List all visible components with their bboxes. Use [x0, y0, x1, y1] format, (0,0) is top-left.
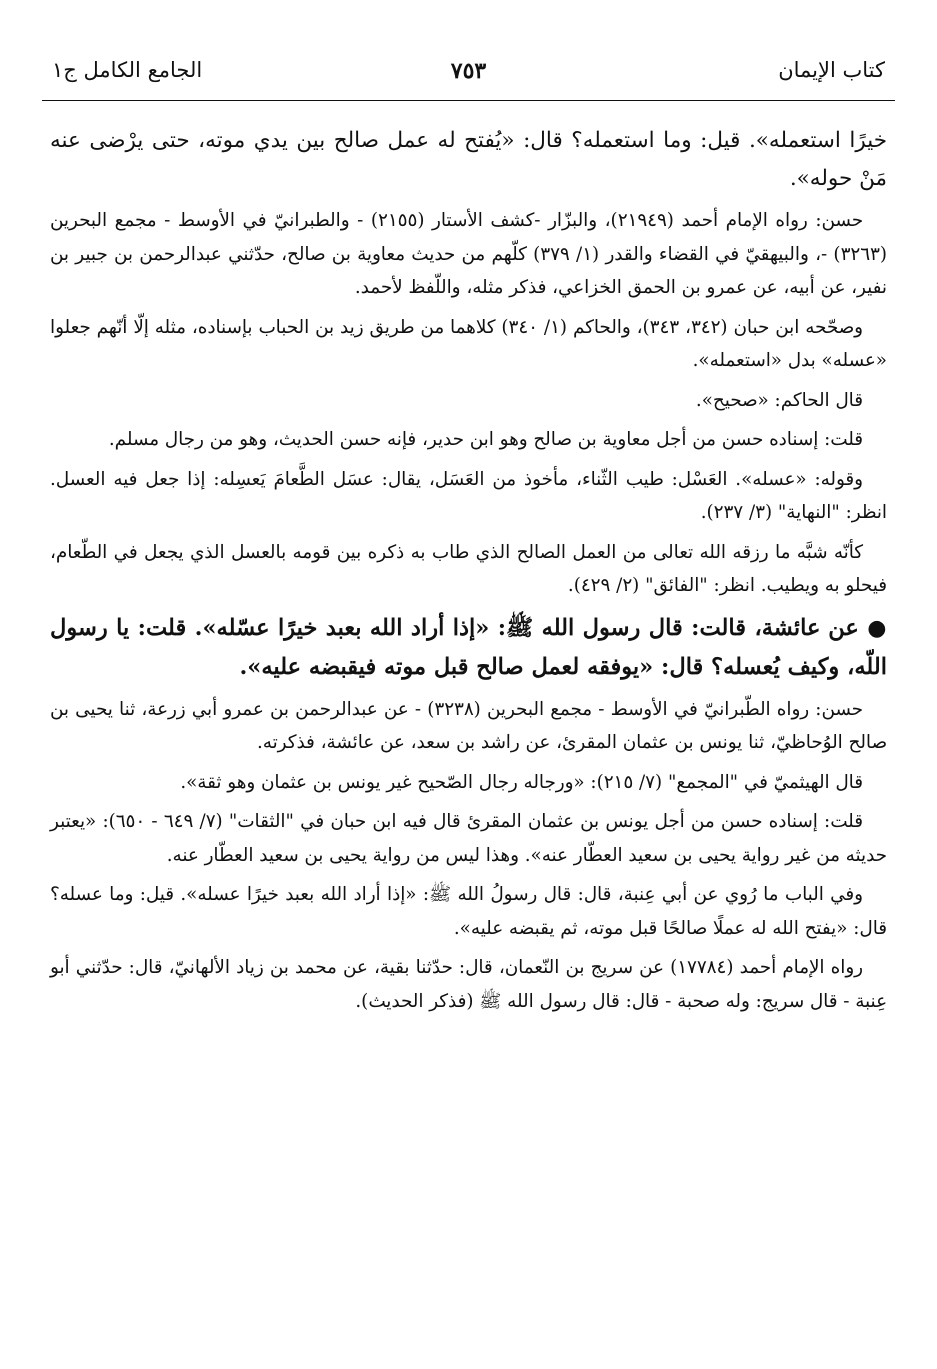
haythami-verdict: قال الهيثميّ في "المجمع" (٧/ ٢١٥): «ورجاله رجال الصّحيح غير يونس بن عثمان وهو ثقة». [180, 771, 863, 793]
word-explanation: كأنّه شبَّه ما رزقه الله تعالى من العمل الصالح الذي طاب به ذكره بين قومه بالعسل الذي يجعل في الطّعام، فيحلو به ويطيب. انظر: "الفائق" (٢/ ٤٢٩). [50, 541, 887, 596]
bullet-icon: ● [867, 614, 887, 641]
takhrij-paragraph: حسن: رواه الإمام أحمد (٢١٩٤٩)، والبزّار -كشف الأستار (٢١٥٥) - والطبرانيّ في الأوسط - مجمع البحرين (٣٢٦٣) -، والبيهقيّ في القضاء والقدر (١/ ٣٧٩) كلّهم من حديث معاوية بن صالح، حدّثني عبدالرحمن بن جبير بن نفير، عن أبيه، عن عمرو بن الحمق الخزاعي، فذكر مثله، واللّفظ لأحمد. [50, 210, 887, 298]
hadith-aisha [50, 609, 887, 687]
hadith-aisha-text: عن عائشة، قالت: قال رسول الله ﷺ: «إذا أراد الله بعبد خيرًا عسّله». قلت: يا رسول اللّه، وكيف يُعسله؟ قال: «يوفقه لعمل صالح قبل موته فيقبضه عليه». [50, 614, 887, 680]
running-header [40, 58, 897, 98]
page-body [50, 122, 887, 1024]
author-comment: قلت: إسناده حسن من أجل يونس بن عثمان المقرئ قال فيه ابن حبان في "الثقات" (٧/ ٦٤٩ - ٦٥٠): «يعتبر حديثه من غير رواية يحيى بن سعيد العطّار عنه». وهذا ليس من رواية يحيى بن سعيد العطّار عنه. [50, 811, 887, 866]
takhrij-paragraph: وصحّحه ابن حبان (٣٤٢، ٣٤٣)، والحاكم (١/ ٣٤٠) كلاهما من طريق زيد بن الحباب بإسناده، مثله إلّا أنّهم جعلوا «عسله» بدل «استعمله». [50, 316, 887, 371]
book-title: كتاب الإيمان [778, 58, 885, 82]
hadith-text-continued: خيرًا استعمله». قيل: وما استعمله؟ قال: «يُفتح له عمل صالح بين يدي موته، حتى يرْضى عنه مَنْ حوله». [50, 128, 887, 191]
takhrij-paragraph: حسن: رواه الطّبرانيّ في الأوسط - مجمع البحرين (٣٢٣٨) - عن عبدالرحمن بن عمرو أبي زرعة، ثنا يحيى بن صالح الوُحاظيّ، ثنا يونس بن عثمان المقرئ، عن راشد بن سعد، عن عائشة، فذكرته. [50, 698, 887, 753]
page-number: ٧٥٣ [450, 58, 487, 84]
takhrij-paragraph: رواه الإمام أحمد (١٧٧٨٤) عن سريج بن النّعمان، قال: حدّثنا بقية، عن محمد بن زياد الألهانيّ، قال: حدّثني أبو عِنبة - قال سريج: وله صحبة - قال: قال رسول الله ﷺ (فذكر الحديث). [50, 957, 887, 1012]
work-title: الجامع الكامل ج١ [52, 58, 203, 82]
hakim-verdict: قال الحاكم: «صحيح». [695, 389, 863, 411]
author-comment: قلت: إسناده حسن من أجل معاوية بن صالح وهو ابن حدير، فإنه حسن الحديث، وهو من رجال مسلم. [108, 429, 863, 450]
word-explanation: وقوله: «عسله». العَسْل: طيب الثّناء، مأخوذ من العَسَل، يقال: عسَل الطَّعامَ يَعسِله: إذا جعل فيه العسل. انظر: "النهاية" (٣/ ٢٣٧). [50, 468, 887, 523]
header-divider [42, 100, 895, 101]
related-narration: وفي الباب ما رُوي عن أبي عِنبة، قال: قال رسولُ الله ﷺ: «إذا أراد الله بعبد خيرًا عسله». قيل: وما عسله؟ قال: «يفتح الله له عملًا صالحًا قبل موته، ثم يقبضه عليه». [50, 884, 887, 939]
